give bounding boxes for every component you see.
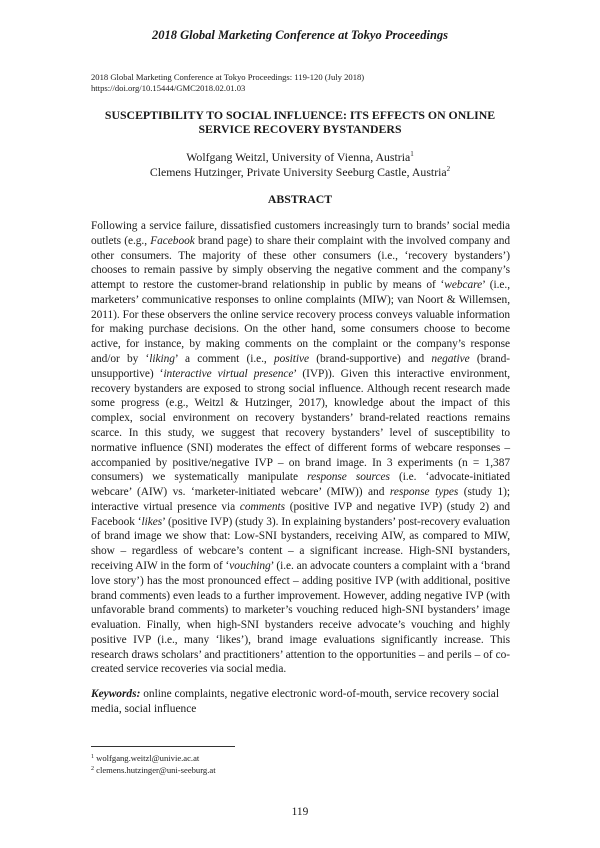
abstract-text: ’ (i.e. an advocate counters a complaint with a ‘brand love story’) has the most pronounced effect – adding positive IVP (with additional, positive brand comments) even leads to a further improvement. However, adding negative IVP (with unfavorable brand comments) to marketer’s vouching reduced high-SNI bystanders’ image evaluation. Finally, when high-SNI bystanders receive advocate’s vouching and highly positive IVP (i.e., many ‘likes’), brand image evaluations significantly increase. This research draws scholars’ and practitioners’ attention to the opportunities – and perils – of co-created service recoveries via social media. bbox=[91, 559, 510, 676]
footnote-1-mark: 1 bbox=[91, 754, 94, 760]
title-line-2: SERVICE RECOVERY BYSTANDERS bbox=[198, 121, 402, 136]
keywords bbox=[91, 687, 516, 717]
abstract-emphasis: response sources bbox=[307, 471, 390, 484]
citation-line: 2018 Global Marketing Conference at Tokyo Proceedings: 119-120 (July 2018) bbox=[91, 72, 365, 82]
abstract-heading: ABSTRACT bbox=[267, 192, 333, 206]
footnotes bbox=[91, 752, 216, 776]
abstract-text: (i.e. ‘advocate-initiated webcare’ (AIW) vs. ‘marketer-initiated webcare’ (MIW)) and bbox=[91, 471, 510, 499]
footnote-divider bbox=[91, 746, 235, 747]
abstract-text: ’ (i.e., marketers’ communicative responses to online complaints (MIW); van Noort & Willemsen, 2011). For these observers the online service recovery process conveys valuable information for making purchase decisions. On the other hand, some consumers choose to become active, for instance, by making comments on the complaint or the company’s response and/or by ‘ bbox=[91, 279, 511, 366]
abstract-text: brand page) to share their complaint with the involved company and other consumers. The majority of these other consumers (i.e., ‘recovery bystanders’) chooses to remain passive by simply observing the negative comment and the company’s attempt to restore the customer-brand relationship in public by means of ‘ bbox=[91, 234, 511, 292]
abstract-text: ’ (positive IVP) (study 3). In explaining bystanders’ post-recovery evaluation of brand image we show that: Low-SNI bystanders, receiving AIW, as compared to MIW, show – regardless of webcare’s content – a significant increase. High-SNI bystanders, receiving AIW in the form of ‘ bbox=[91, 515, 510, 572]
footnote-1 bbox=[91, 752, 216, 764]
abstract-text: ’ (IVP)). Given this interactive environment, recovery bystanders are exposed to strong social influence. Although recent research made some progress (e.g., Weitzl & Hutzinger, 2017), knowledge about the impact of this complex, social environment on recovery bystanders’ brand-related reactions remains scarce. In this study, we suggest that recovery bystanders’ level of susceptibility to normative influence (SNI) moderates the effect of different forms of webcare responses – accompanied by positive/negative IVP – on brand image. In 3 experiments (n = 1,387 consumers) we systematically manipulate bbox=[91, 367, 511, 484]
author-2 bbox=[60, 165, 540, 180]
abstract-text: ’ a comment (i.e., bbox=[174, 353, 274, 366]
doi-link[interactable]: https://doi.org/10.15444/GMC2018.02.01.03 bbox=[91, 83, 246, 93]
title-line-1: SUSCEPTIBILITY TO SOCIAL INFLUENCE: ITS EFFECTS ON ONLINE bbox=[104, 108, 496, 122]
abstract-body bbox=[91, 219, 510, 677]
abstract-emphasis: interactive virtual presence bbox=[163, 367, 294, 380]
abstract-emphasis: comments bbox=[239, 500, 286, 513]
abstract-emphasis: positive bbox=[273, 353, 309, 366]
footnote-1-email[interactable]: wolfgang.weitzl@univie.ac.at bbox=[94, 753, 200, 763]
abstract-text: (brand-unsupportive) ‘ bbox=[91, 353, 510, 380]
page-number: 119 bbox=[291, 806, 309, 818]
author-2-footnote-mark: 2 bbox=[446, 165, 451, 173]
abstract-emphasis: response types bbox=[389, 486, 459, 499]
abstract-text: (brand-supportive) and bbox=[308, 353, 432, 366]
author-1-footnote-mark: 1 bbox=[410, 150, 414, 158]
abstract-text: (positive IVP and negative IVP) (study 2) and Facebook ‘ bbox=[91, 500, 510, 528]
footnote-2-email[interactable]: clemens.hutzinger@uni-seeburg.at bbox=[94, 765, 216, 775]
citation-block bbox=[91, 72, 364, 94]
keywords-label: Keywords: bbox=[91, 688, 141, 700]
abstract-emphasis: webcare bbox=[444, 279, 483, 292]
author-1-text: Wolfgang Weitzl, University of Vienna, Austria bbox=[186, 150, 411, 164]
author-1 bbox=[60, 150, 540, 165]
keywords-text: online complaints, negative electronic word-of-mouth, service recovery social media, social influence bbox=[91, 688, 500, 715]
abstract-text: Following a service failure, dissatisfied customers increasingly turn to brands’ social media outlets (e.g., bbox=[91, 220, 510, 247]
abstract-emphasis: Facebook bbox=[150, 234, 195, 247]
abstract-emphasis: vouching bbox=[229, 559, 271, 572]
footnote-2 bbox=[91, 764, 216, 776]
abstract-emphasis: liking bbox=[149, 353, 175, 366]
author-list bbox=[60, 150, 540, 180]
abstract-emphasis: likes bbox=[141, 515, 163, 528]
running-header: 2018 Global Marketing Conference at Tokyo Proceedings bbox=[151, 28, 449, 42]
abstract-emphasis: negative bbox=[431, 353, 470, 366]
author-2-text: Clemens Hutzinger, Private University Seeburg Castle, Austria bbox=[149, 165, 447, 179]
abstract-text: (study 1); interactive virtual presence via bbox=[91, 486, 510, 513]
paper-title bbox=[60, 109, 540, 136]
footnote-2-mark: 2 bbox=[91, 766, 94, 772]
